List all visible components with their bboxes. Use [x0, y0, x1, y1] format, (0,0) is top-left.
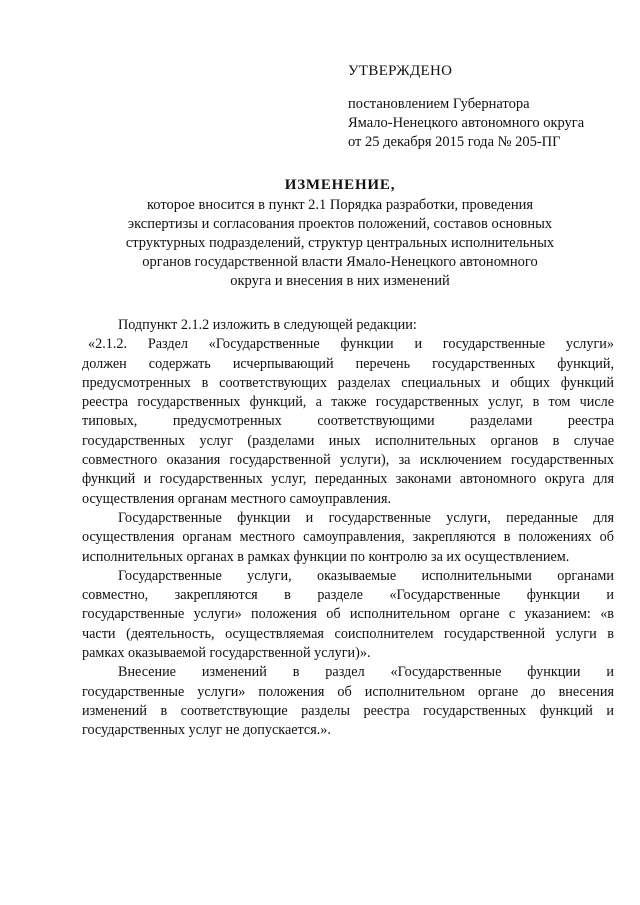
body-line: рамках оказываемой государственной услуги)».: [82, 645, 371, 662]
document-heading: [100, 176, 580, 291]
body-line: функций и государственных услуг, переданных законами автономного округа для: [82, 471, 614, 488]
approval-line: постановлением Губернатора: [348, 96, 530, 112]
heading-line: которое вносится в пункт 2.1 Порядка разработки, проведения: [146, 197, 534, 213]
body-line: совместно, закрепляются в разделе «Государственные функции и: [82, 587, 614, 604]
document-title: ИЗМЕНЕНИЕ,: [284, 177, 396, 193]
document-body: [82, 316, 614, 741]
body-line: государственных услуг (разделами иных исполнительных органов в случае: [82, 432, 614, 449]
body-line: Государственные услуги, оказываемые исполнительными органами: [118, 567, 614, 584]
approval-line: Ямало-Ненецкого автономного округа: [348, 115, 585, 131]
approval-title: УТВЕРЖДЕНО: [348, 63, 453, 79]
body-line: осуществления органам местного самоуправления, закрепляются в положениях об: [82, 529, 614, 546]
body-line: государственные услуги» положения об исполнительном органе до внесения: [82, 683, 614, 700]
approval-stamp: [348, 62, 618, 152]
body-line: «2.1.2. Раздел «Государственные функции и государственные услуги»: [88, 336, 614, 353]
heading-line: органов государственной власти Ямало-Ненецкого автономного: [142, 254, 538, 270]
body-line: исполнительных органах в рамках функции по контролю за их осуществлением.: [82, 548, 570, 565]
body-line: типовых, предусмотренных соответствующими разделами реестра: [82, 413, 614, 430]
body-line: реестра государственных функций, а также государственных услуг, в том числе: [82, 394, 614, 411]
body-line: должен содержать исчерпывающий перечень государственных функций,: [82, 355, 614, 372]
body-line: части (деятельность, осуществляемая соисполнителем государственной услуги в: [82, 625, 614, 642]
body-line: государственные услуги» положения об исполнительном органе с указанием: «в: [82, 606, 614, 623]
body-line: государственных услуг не допускается.».: [82, 722, 331, 739]
body-line: осуществления органам местного самоуправления.: [82, 490, 392, 507]
heading-line: округа и внесения в них изменений: [230, 273, 450, 289]
body-line: изменений в соответствующие разделы реестра государственных функций и: [82, 702, 614, 719]
body-line: Государственные функции и государственные услуги, переданные для: [118, 509, 614, 526]
heading-line: экспертизы и согласования проектов положений, составов основных: [127, 216, 553, 232]
body-line: Внесение изменений в раздел «Государственные функции и: [118, 664, 614, 681]
body-line: предусмотренных в соответствующих разделах специальных и общих функций: [82, 374, 614, 391]
heading-line: структурных подразделений, структур центральных исполнительных: [125, 235, 555, 251]
body-line: совместного оказания государственной услуги), за исключением государственных: [82, 452, 614, 469]
approval-line: от 25 декабря 2015 года № 205-ПГ: [348, 134, 561, 150]
body-line: Подпункт 2.1.2 изложить в следующей редакции:: [118, 317, 417, 333]
